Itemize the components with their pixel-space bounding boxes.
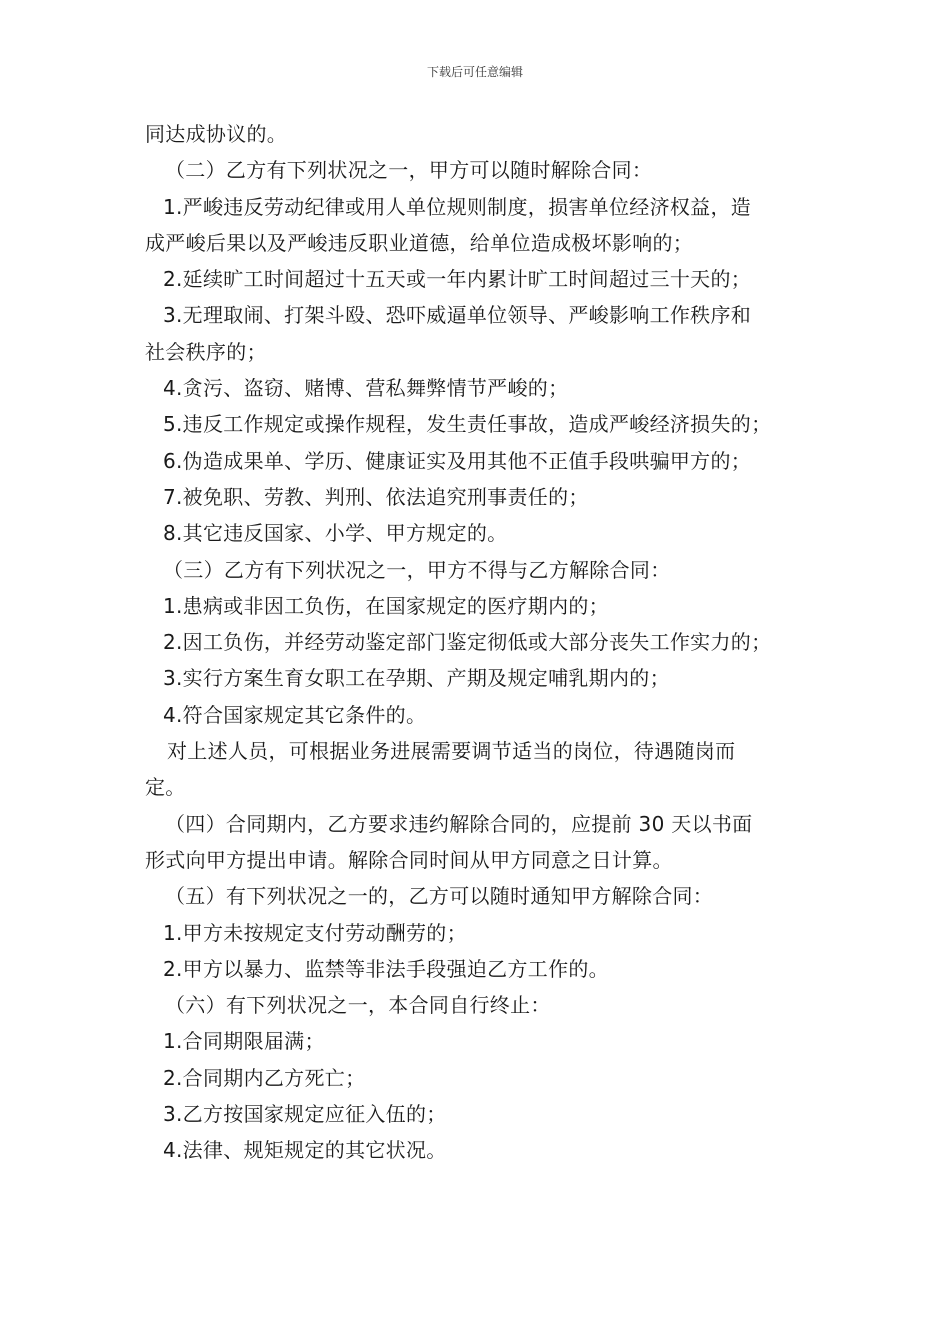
document-line: 1.甲方未按规定支付劳动酬劳的； — [163, 920, 467, 945]
document-line: 4.法律、规矩规定的其它状况。 — [163, 1138, 447, 1163]
document-line: （五）有下列状况之一的，乙方可以随时通知甲方解除合同： — [165, 884, 714, 909]
document-line: 3.实行方案生育女职工在孕期、产期及规定哺乳期内的； — [163, 666, 670, 691]
document-line: （二）乙方有下列状况之一，甲方可以随时解除合同： — [165, 158, 653, 183]
document-line: 2.因工负伤，并经劳动鉴定部门鉴定彻低或大部分丧失工作实力的； — [163, 630, 772, 655]
document-line: 4.贪污、盗窃、赌博、营私舞弊情节严峻的； — [163, 376, 569, 401]
document-line: 形式向甲方提出申请。解除合同时间从甲方同意之日计算。 — [145, 847, 673, 872]
document-body — [145, 116, 825, 1169]
document-line: 7.被免职、劳教、判刑、依法追究刑事责任的； — [163, 484, 589, 509]
document-line: （四）合同期内，乙方要求违约解除合同的，应提前 30 天以书面 — [165, 811, 753, 836]
document-line: 5.违反工作规定或操作规程，发生责任事故，造成严峻经济损失的； — [163, 412, 772, 437]
document-line: 2.合同期内乙方死亡； — [163, 1065, 366, 1090]
document-line: 社会秩序的； — [145, 339, 267, 364]
document-line: 对上述人员，可根据业务进展需要调节适当的岗位，待遇随岗而 — [167, 739, 736, 764]
page-header: 下载后可任意编辑 — [426, 65, 523, 79]
document-line: 1.患病或非因工负伤，在国家规定的医疗期内的； — [163, 593, 609, 618]
document-line: 4.符合国家规定其它条件的。 — [163, 702, 427, 727]
document-line: 2.甲方以暴力、监禁等非法手段强迫乙方工作的。 — [163, 956, 609, 981]
document-line: 定。 — [145, 775, 186, 800]
document-line: 同达成协议的。 — [145, 122, 288, 146]
document-line: 2.延续旷工时间超过十五天或一年内累计旷工时间超过三十天的； — [163, 267, 752, 292]
document-line: 成严峻后果以及严峻违反职业道德，给单位造成极坏影响的； — [145, 230, 694, 255]
document-line: 1.严峻违反劳动纪律或用人单位规则制度，损害单位经济权益，造 — [163, 194, 752, 219]
document-line: 3.乙方按国家规定应征入伍的； — [163, 1102, 447, 1127]
document-line: 1.合同期限届满； — [163, 1029, 325, 1054]
document-line: （六）有下列状况之一，本合同自行终止： — [165, 993, 551, 1018]
document-line: 3.无理取闹、打架斗殴、恐吓威逼单位领导、严峻影响工作秩序和 — [163, 303, 752, 328]
document-line: （三）乙方有下列状况之一，甲方不得与乙方解除合同： — [163, 557, 671, 582]
document-line: 8.其它违反国家、小学、甲方规定的。 — [163, 521, 508, 546]
document-line: 6.伪造成果单、学历、健康证实及用其他不正值手段哄骗甲方的； — [163, 448, 752, 473]
